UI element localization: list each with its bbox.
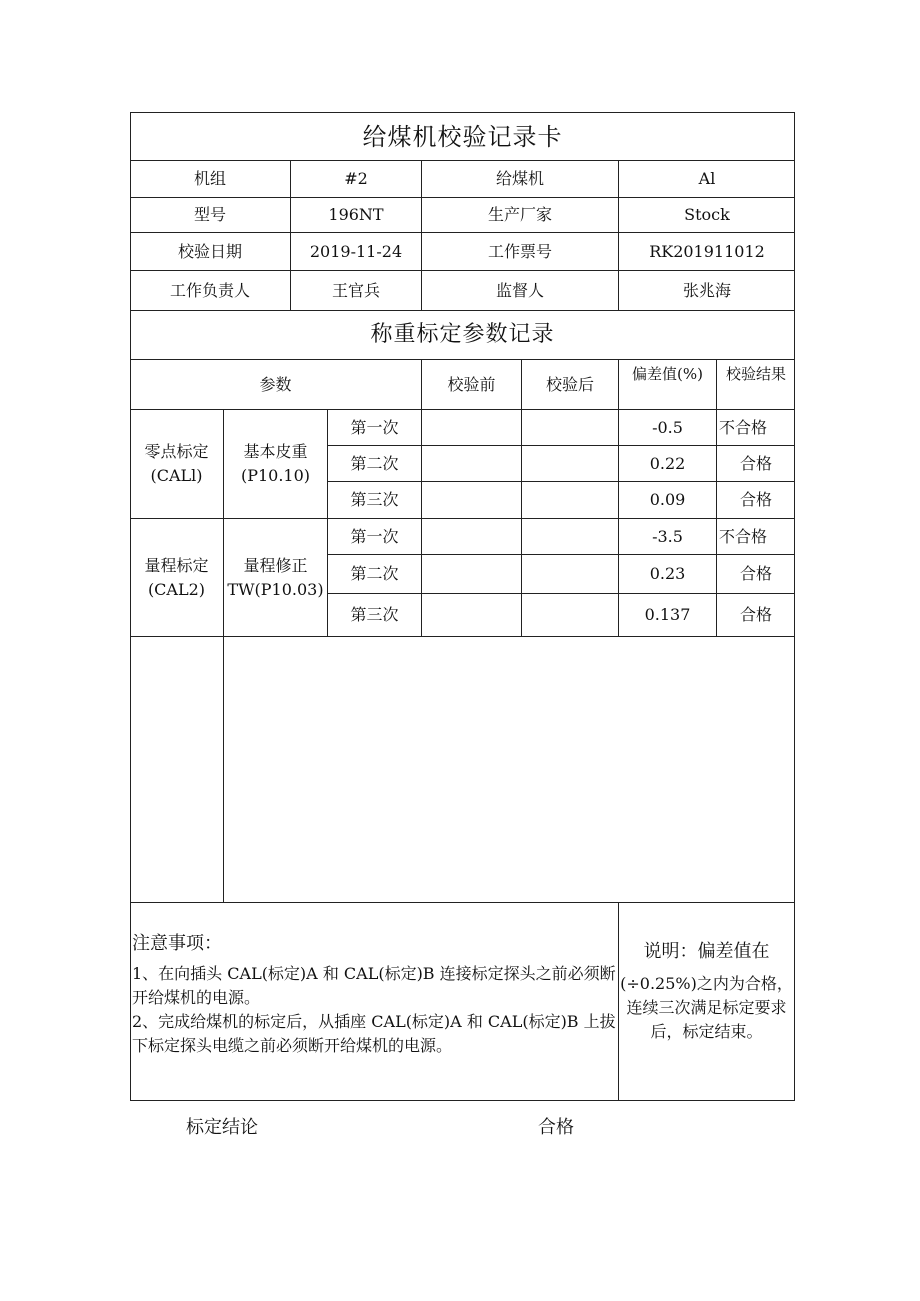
unit-label: 机组 <box>193 169 226 188</box>
before-value <box>422 519 521 554</box>
supervisor-value: 张兆海 <box>682 280 731 300</box>
feeder-label: 给煤机 <box>495 169 544 188</box>
conclusion-value: 合格 <box>538 1117 574 1138</box>
trial-label: 第二次 <box>350 453 399 473</box>
section-title: 称重标定参数记录 <box>370 322 555 347</box>
lead-label: 工作负责人 <box>169 280 250 300</box>
notes-heading: 注意事项： <box>132 933 222 954</box>
result-value: 不合格 <box>719 526 768 546</box>
param-line2: TW(P10.03) <box>227 579 324 599</box>
row-divider <box>130 902 795 903</box>
group-span-calibration <box>130 519 223 636</box>
param-line1: 基本皮重 <box>243 442 308 461</box>
model-label: 型号 <box>193 205 226 224</box>
before-value <box>422 594 521 636</box>
explanation-heading: 说明：偏差值在 <box>643 941 770 962</box>
after-value <box>522 482 618 518</box>
param-line1: 量程修正 <box>243 555 308 575</box>
deviation-value: 0.22 <box>649 453 686 473</box>
result-value: 合格 <box>739 453 772 473</box>
header-after: 校验后 <box>545 374 594 394</box>
lead-value: 王官兵 <box>331 280 380 300</box>
result-value: 合格 <box>739 490 772 509</box>
header-deviation: 偏差值(%) <box>632 365 703 383</box>
before-value <box>422 446 521 481</box>
after-value <box>522 446 618 481</box>
model-value: 196NT <box>328 205 384 224</box>
header-before: 校验前 <box>447 374 496 394</box>
maker-value: Stock <box>684 205 730 224</box>
note-item: 1、在向插头 CAL(标定)A 和 CAL(标定)B 连接标定探头之前必须断开给煤机的电源。 <box>132 964 616 1007</box>
after-value <box>522 519 618 554</box>
maker-label: 生产厂家 <box>487 205 552 224</box>
trial-label: 第二次 <box>350 564 399 583</box>
after-value <box>522 410 618 445</box>
deviation-value: 0.137 <box>644 605 691 624</box>
trial-label: 第三次 <box>350 490 399 509</box>
page-title: 给煤机校验记录卡 <box>362 122 563 151</box>
row-divider <box>130 636 795 637</box>
group-name-line2: (CAL2) <box>147 579 206 599</box>
result-value: 不合格 <box>719 417 768 437</box>
notes-section <box>132 932 616 1058</box>
deviation-value: -0.5 <box>652 417 683 437</box>
supervisor-label: 监督人 <box>495 280 544 300</box>
trial-label: 第一次 <box>350 526 399 546</box>
after-value <box>522 555 618 593</box>
result-value: 合格 <box>739 605 772 624</box>
group-span-param <box>224 519 327 636</box>
group-zero-calibration <box>130 410 223 518</box>
before-value <box>422 555 521 593</box>
note-item: 2、完成给煤机的标定后，从插座 CAL(标定)A 和 CAL(标定)B 上拔下标定探头电缆之前必须断开给煤机的电源。 <box>132 1012 616 1055</box>
group-name-line1: 量程标定 <box>144 555 209 575</box>
deviation-value: -3.5 <box>652 526 683 546</box>
before-value <box>422 410 521 445</box>
date-label: 校验日期 <box>177 241 242 261</box>
feeder-value: Al <box>698 169 716 188</box>
header-param: 参数 <box>259 374 292 394</box>
group-name-line1: 零点标定 <box>144 442 209 461</box>
deviation-value: 0.09 <box>649 490 686 509</box>
group-name-line2: (CALl) <box>150 466 203 485</box>
conclusion-label: 标定结论 <box>186 1117 258 1138</box>
unit-value: #2 <box>344 169 368 188</box>
deviation-value: 0.23 <box>649 564 686 583</box>
trial-label: 第三次 <box>350 605 399 624</box>
ticket-label: 工作票号 <box>487 241 552 261</box>
date-value: 2019-11-24 <box>309 241 403 261</box>
ticket-value: RK201911012 <box>649 241 765 261</box>
param-line2: (P10.10) <box>240 466 311 485</box>
group-zero-param <box>224 410 327 518</box>
after-value <box>522 594 618 636</box>
explanation-body: (÷0.25%)之内为合格，连续三次满足标定要求后，标定结束。 <box>620 974 793 1041</box>
header-result: 校验结果 <box>725 365 786 383</box>
before-value <box>422 482 521 518</box>
result-value: 合格 <box>739 564 772 583</box>
explanation-section <box>619 940 794 1044</box>
trial-label: 第一次 <box>350 417 399 437</box>
